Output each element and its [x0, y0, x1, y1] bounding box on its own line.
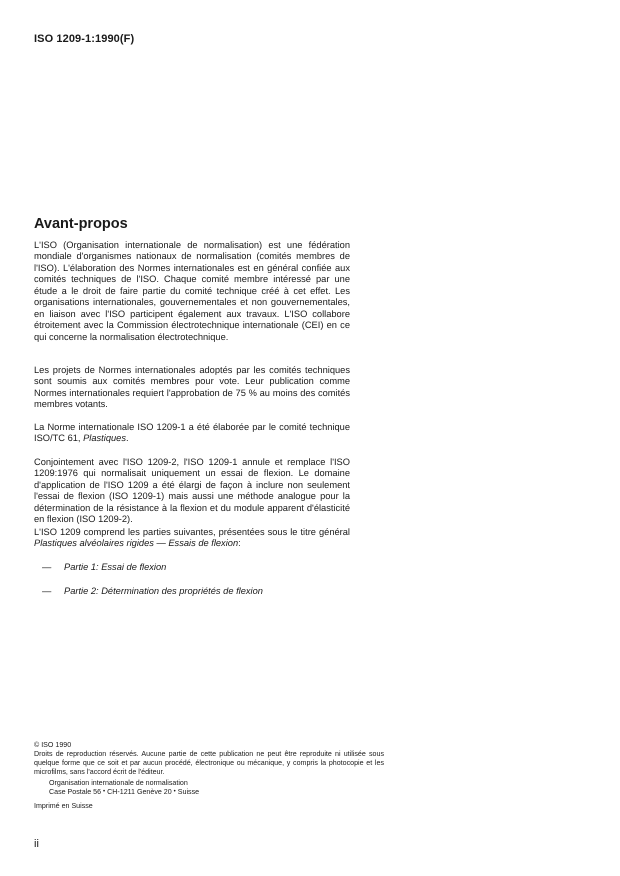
- printed-in: Imprimé en Suisse: [34, 802, 93, 810]
- foreword-paragraph-3: [34, 422, 350, 445]
- document-header: ISO 1209-1:1990(F): [34, 33, 135, 45]
- publisher-address: [49, 779, 199, 797]
- foreword-paragraph-1: L'ISO (Organisation internationale de normalisation) est une fédération mondiale d'organismes nationaux de normalisation (comités membres de l'ISO). L'élaboration des Normes internationales est en général confiée aux comités techniques de l'ISO. Chaque comité membre intéressé par une étude a le droit de faire partie du comité technique créé à cet effet. Les organisations internationales, gouvernementales et non gouvernementales, en liaison avec l'ISO participent également aux travaux. L'ISO collabore étroitement avec la Commission électrotechnique internationale (CEI) en ce qui concerne la normalisation électrotechnique.: [34, 240, 350, 342]
- foreword-paragraph-4: Conjointement avec l'ISO 1209-2, l'ISO 1209-1 annule et remplace l'ISO 1209:1976 qui normalisait uniquement un essai de flexion. Le domaine d'application de l'ISO 1209 a été élargi de façon à inclure non seulement l'essai de flexion (ISO 1209-1) mais aussi une méthode analogue pour la détermination de la résistance à la flexion et du module apparent d'élasticité en flexion (ISO 1209-2).: [34, 457, 350, 525]
- paragraph-3-end: .: [126, 433, 129, 444]
- paragraph-5-end: :: [238, 538, 241, 549]
- paragraph-5-text: L'ISO 1209 comprend les parties suivantes, présentées sous le titre général: [34, 527, 350, 537]
- page-number: ii: [34, 838, 39, 850]
- foreword-title: Avant-propos: [34, 216, 128, 232]
- copyright-block: [34, 741, 384, 777]
- foreword-paragraph-5: [34, 527, 350, 550]
- bullet-separator: •: [173, 788, 176, 795]
- address-part-1: Case Postale 56: [49, 787, 102, 796]
- postal-address: [49, 788, 199, 797]
- list-dash: —: [42, 586, 52, 596]
- copyright-notice: Droits de reproduction réservés. Aucune partie de cette publication ne peut être reproduite ni utilisée sous quelque forme que ce soit et par aucun procédé, électronique ou mécanique, y compris la photocopie et les microfilms, sans l'accord écrit de l'éditeur.: [34, 749, 384, 776]
- list-dash: —: [42, 562, 52, 572]
- list-item: [42, 586, 263, 596]
- address-part-3: Suisse: [177, 787, 200, 796]
- committee-name: Plastiques: [83, 433, 126, 444]
- list-item: [42, 562, 166, 572]
- list-item-label: Partie 2: Détermination des propriétés de flexion: [64, 586, 263, 596]
- organisation-name: Organisation internationale de normalisation: [49, 779, 188, 787]
- foreword-paragraph-2: Les projets de Normes internationales adoptés par les comités techniques sont soumis aux comités membres pour vote. Leur publication comme Normes internationales requiert l'approbation de 75 % au moins des comités membres votants.: [34, 365, 350, 410]
- copyright-line: © ISO 1990: [34, 741, 72, 749]
- list-item-label: Partie 1: Essai de flexion: [64, 562, 167, 572]
- paragraph-3-text: La Norme internationale ISO 1209-1 a été élaborée par le comité technique ISO/TC 61,: [34, 422, 350, 444]
- general-title: Plastiques alvéolaires rigides — Essais de flexion: [34, 538, 239, 549]
- address-part-2: CH-1211 Genève 20: [107, 787, 172, 796]
- bullet-separator: •: [103, 788, 106, 795]
